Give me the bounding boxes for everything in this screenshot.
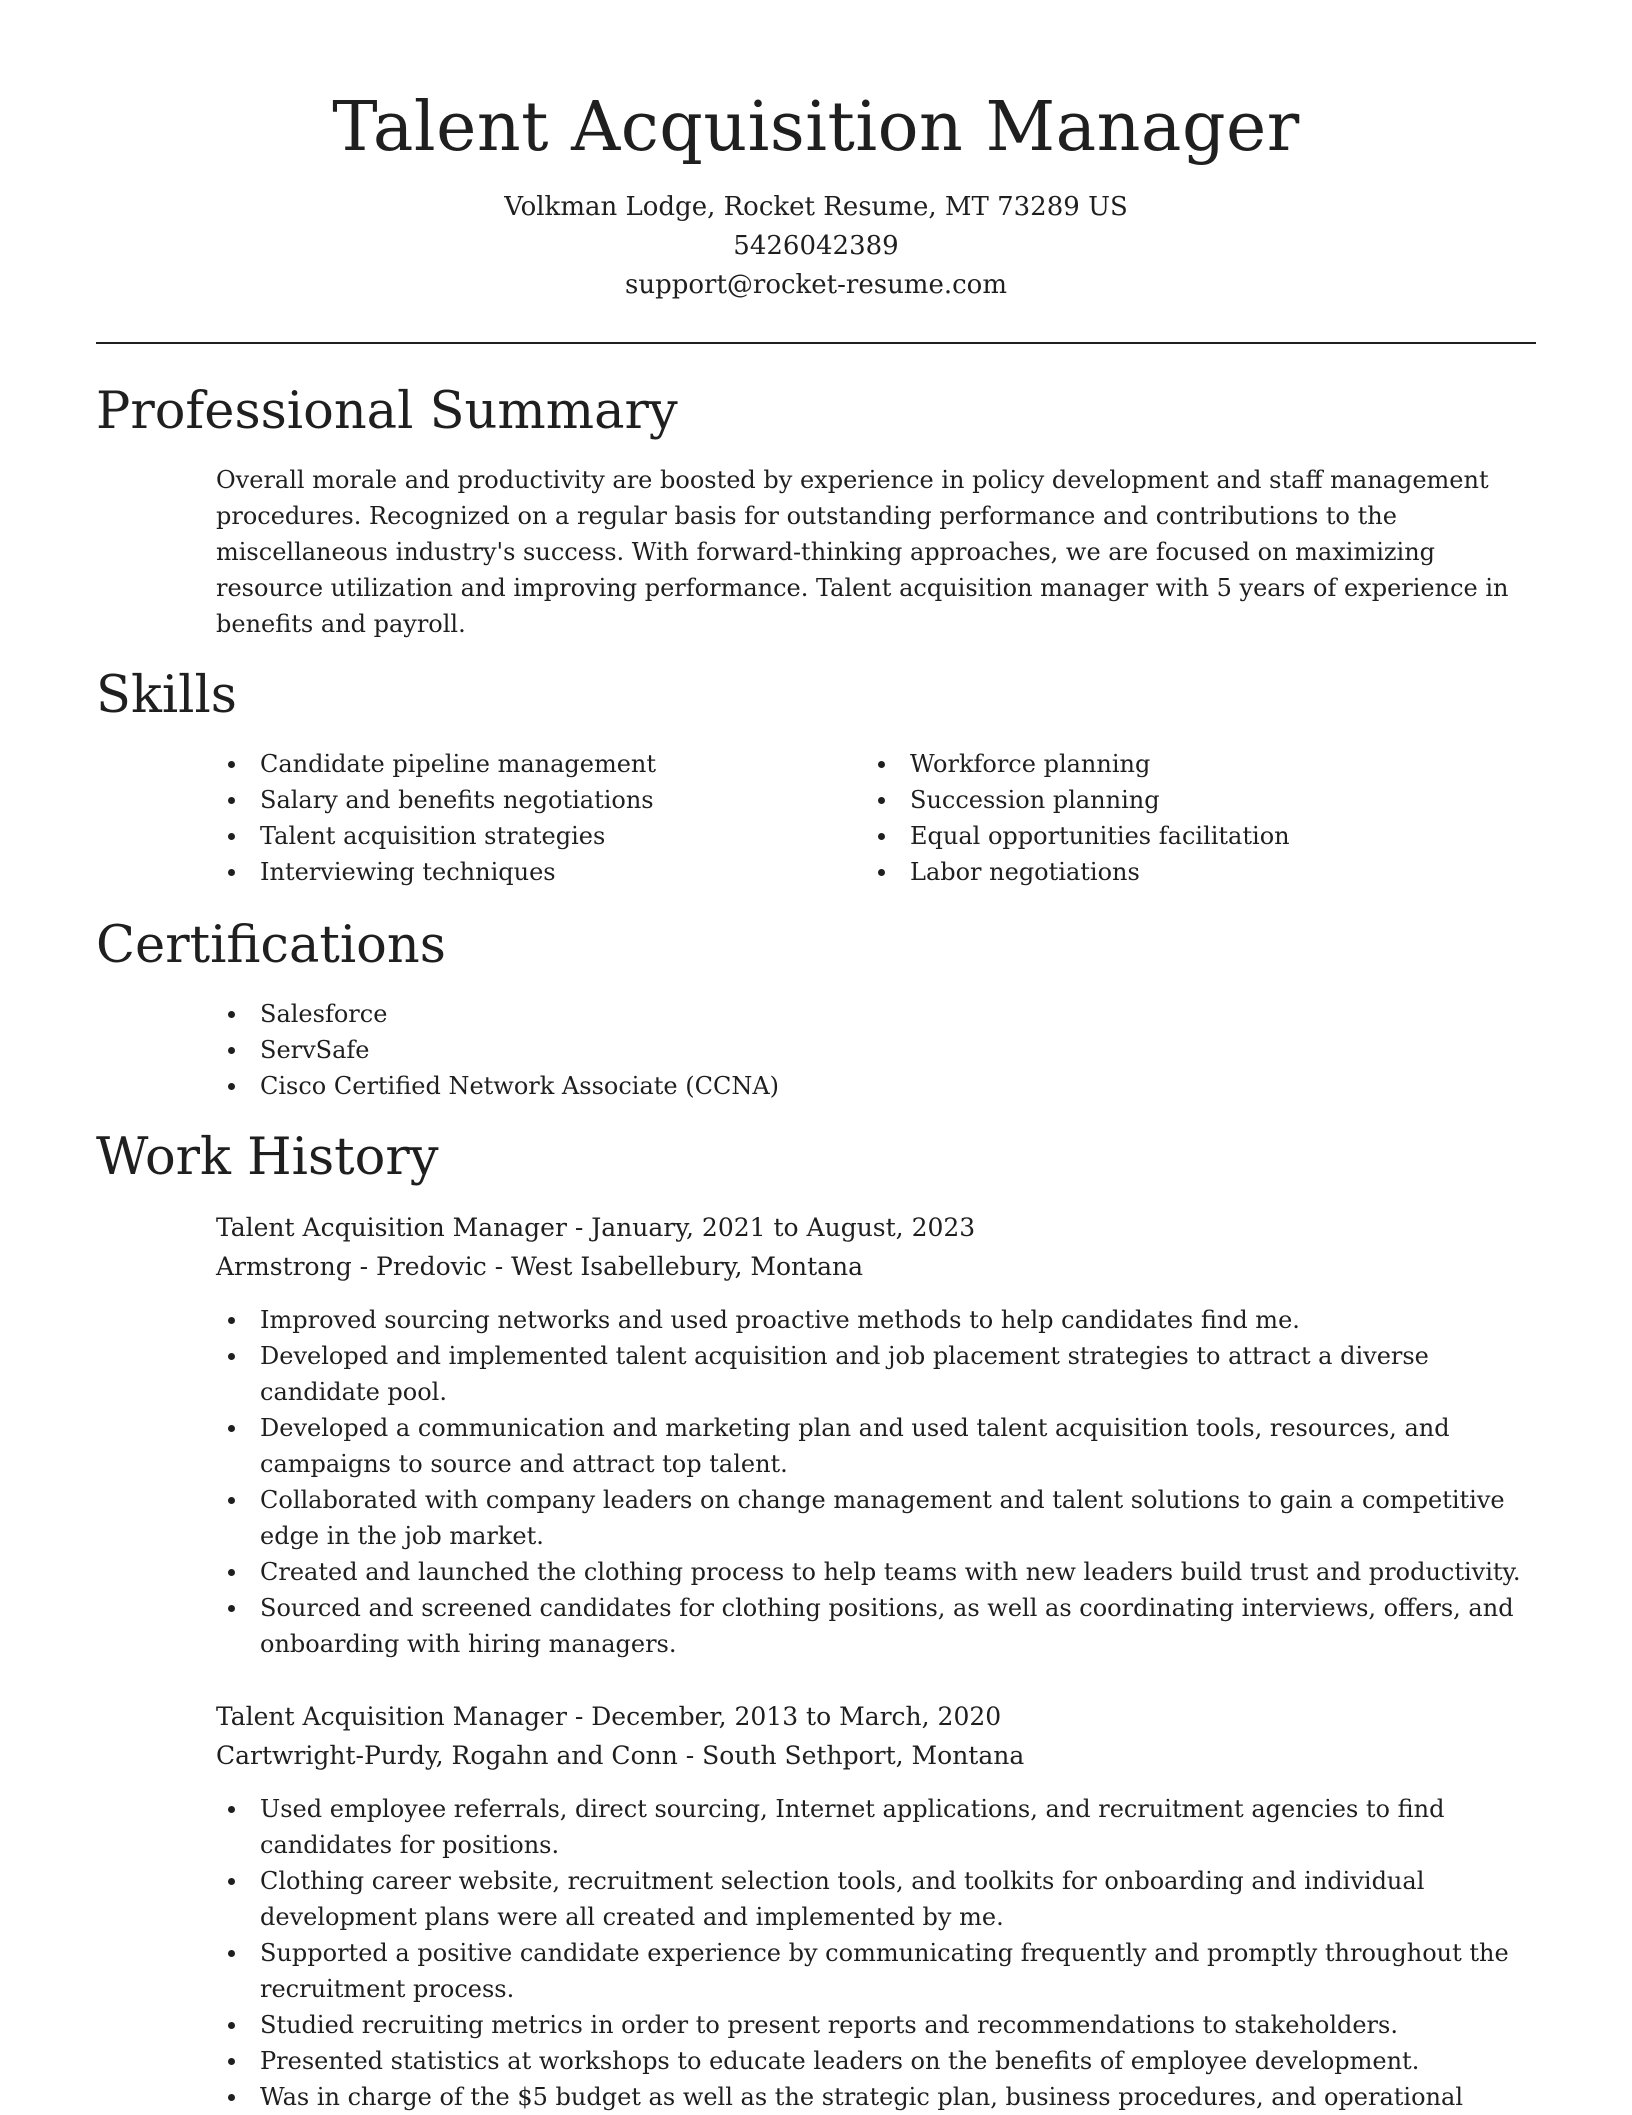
job-bullet: Sourced and screened candidates for clothing positions, as well as coordinating interviews, offers, and onboarding with hiring managers. (216, 1590, 1536, 1662)
job-bullet: Improved sourcing networks and used proactive methods to help candidates find me. (216, 1302, 1536, 1338)
job-header (216, 1208, 1536, 1286)
certification-item: Cisco Certified Network Associate (CCNA) (216, 1068, 1536, 1104)
summary-heading: Professional Summary (96, 382, 678, 441)
certification-item: Salesforce (216, 996, 1536, 1032)
resume-header (0, 84, 1632, 305)
job-company-line: Cartwright-Purdy, Rogahn and Conn - South Sethport, Montana (216, 1741, 1025, 1770)
job-title-line: Talent Acquisition Manager - December, 2013 to March, 2020 (216, 1702, 1002, 1731)
job-dates: January, 2021 to August, 2023 (591, 1213, 976, 1242)
skill-item: Talent acquisition strategies (216, 818, 856, 854)
contact-email: support@rocket-resume.com (624, 270, 1007, 300)
job-title: Talent Acquisition Manager (216, 1213, 567, 1242)
job-company: Armstrong - Predovic (216, 1252, 487, 1281)
job-bullet: Studied recruiting metrics in order to present reports and recommendations to stakeholders. (216, 2007, 1536, 2043)
skill-item: Salary and benefits negotiations (216, 782, 856, 818)
summary-text: Overall morale and productivity are boosted by experience in policy development and staff management procedures. Recognized on a regular basis for outstanding performance and contributions to the miscellaneous industry's success. With forward-thinking approaches, we are focused on maximizing resource utilization and improving performance. Talent acquisition manager with 5 years of experience in benefits and payroll. (216, 466, 1509, 638)
contact-phone: 5426042389 (733, 231, 899, 261)
header-divider (96, 342, 1536, 344)
job-title: Talent Acquisition Manager (216, 1702, 567, 1731)
job-bullet: Developed and implemented talent acquisition and job placement strategies to attract a diverse candidate pool. (216, 1338, 1536, 1410)
job-company-line: Armstrong - Predovic - West Isabellebury, Montana (216, 1252, 864, 1281)
job-title-line: Talent Acquisition Manager - January, 2021 to August, 2023 (216, 1213, 976, 1242)
certifications-list (216, 996, 1536, 1104)
skill-item: Candidate pipeline management (216, 746, 856, 782)
job-bullets (216, 1791, 1536, 2115)
work-history-heading: Work History (96, 1128, 439, 1187)
job-bullet: Was in charge of the $5 budget as well as the strategic plan, business procedures, and operational (216, 2079, 1536, 2115)
job-dates: December, 2013 to March, 2020 (591, 1702, 1002, 1731)
job-location: West Isabellebury, Montana (511, 1252, 864, 1281)
job-location: South Sethport, Montana (702, 1741, 1025, 1770)
skill-item: Workforce planning (866, 746, 1506, 782)
job-bullet: Used employee referrals, direct sourcing, Internet applications, and recruitment agencies to find candidates for positions. (216, 1791, 1536, 1863)
job-bullet: Presented statistics at workshops to educate leaders on the benefits of employee development. (216, 2043, 1536, 2079)
job-header (216, 1697, 1536, 1775)
skills-list-right (866, 746, 1506, 890)
skill-item: Equal opportunities facilitation (866, 818, 1506, 854)
skill-item: Succession planning (866, 782, 1506, 818)
skill-item: Interviewing techniques (216, 854, 856, 890)
certifications-heading: Certifications (96, 916, 446, 975)
job-bullet: Developed a communication and marketing plan and used talent acquisition tools, resources, and campaigns to source and attract top talent. (216, 1410, 1536, 1482)
job-company: Cartwright-Purdy, Rogahn and Conn (216, 1741, 678, 1770)
skill-item: Labor negotiations (866, 854, 1506, 890)
skills-heading: Skills (96, 666, 237, 725)
skills-list-left (216, 746, 856, 890)
job-bullet: Clothing career website, recruitment selection tools, and toolkits for onboarding and individual development plans were all created and implemented by me. (216, 1863, 1536, 1935)
certification-item: ServSafe (216, 1032, 1536, 1068)
candidate-name: Talent Acquisition Manager (332, 88, 1300, 167)
contact-address: Volkman Lodge, Rocket Resume, MT 73289 US (504, 192, 1128, 222)
job-bullet: Created and launched the clothing process to help teams with new leaders build trust and productivity. (216, 1554, 1536, 1590)
job-bullet: Supported a positive candidate experience by communicating frequently and promptly throughout the recruitment process. (216, 1935, 1536, 2007)
job-bullets (216, 1302, 1536, 1662)
job-bullet: Collaborated with company leaders on change management and talent solutions to gain a competitive edge in the job market. (216, 1482, 1536, 1554)
